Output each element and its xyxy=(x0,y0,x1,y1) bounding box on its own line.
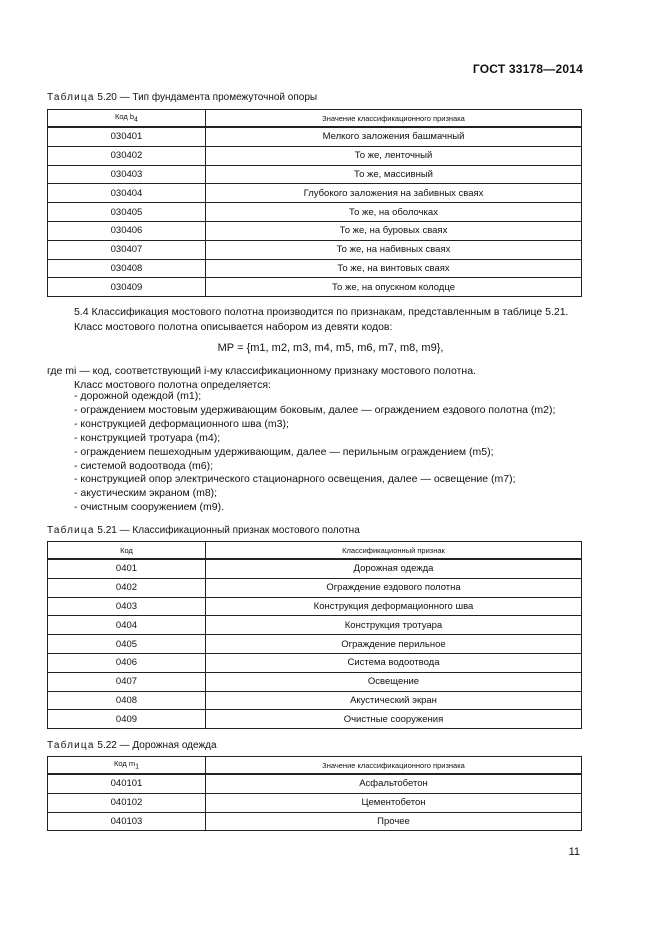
column-header-value: Значение классификационного признака xyxy=(206,757,582,775)
value-cell: То же, на буровых сваях xyxy=(206,221,582,240)
table-522 xyxy=(47,756,582,831)
table-521 xyxy=(47,541,582,729)
code-cell: 030405 xyxy=(48,203,206,222)
table-row xyxy=(48,240,582,259)
value-cell: То же, на опускном колодце xyxy=(206,278,582,297)
table-row xyxy=(48,127,582,146)
code-cell: 0403 xyxy=(48,597,206,616)
value-cell: Мелкого заложения башмачный xyxy=(206,127,582,146)
caption-label: Таблица xyxy=(47,740,95,751)
table-522-caption xyxy=(47,740,217,751)
code-cell: 040103 xyxy=(48,812,206,831)
table-row xyxy=(48,278,582,297)
code-cell: 040101 xyxy=(48,774,206,793)
list-item: - конструкцией деформационного шва (m3); xyxy=(74,418,555,432)
code-cell: 030402 xyxy=(48,146,206,165)
value-cell: Освещение xyxy=(206,672,582,691)
caption-label: Таблица xyxy=(47,525,95,536)
section-5-4-line-1: 5.4 Классификация мостового полотна производится по признакам, представленным в таблице 5.21. xyxy=(74,306,569,318)
value-cell: Система водоотвода xyxy=(206,653,582,672)
page-number: 11 xyxy=(568,846,580,858)
value-cell: То же, на винтовых сваях xyxy=(206,259,582,278)
code-cell: 0406 xyxy=(48,653,206,672)
column-header-code: Код $m_1$ xyxy=(48,757,206,775)
caption-text: 5.22 — Дорожная одежда xyxy=(97,740,217,751)
code-cell: 0408 xyxy=(48,691,206,710)
table-row xyxy=(48,616,582,635)
table-row xyxy=(48,259,582,278)
value-cell: Конструкция тротуара xyxy=(206,616,582,635)
value-cell: То же, на набивных сваях xyxy=(206,240,582,259)
code-cell: 0407 xyxy=(48,672,206,691)
class-intro: Класс мостового полотна определяется: xyxy=(74,379,271,391)
table-row xyxy=(48,774,582,793)
list-item: - конструкцией тротуара (m4); xyxy=(74,432,555,446)
table-520-caption xyxy=(47,92,317,103)
value-cell: Акустический экран xyxy=(206,691,582,710)
table-row xyxy=(48,165,582,184)
table-row xyxy=(48,221,582,240)
value-cell: Цементобетон xyxy=(206,793,582,812)
list-item: - системой водоотвода (m6); xyxy=(74,460,555,474)
where-line: где mi — код, соответствующий i-му классификационному признаку мостового полотна. xyxy=(47,365,476,377)
table-row xyxy=(48,578,582,597)
table-row xyxy=(48,691,582,710)
code-cell: 030408 xyxy=(48,259,206,278)
code-cell: 030403 xyxy=(48,165,206,184)
table-row xyxy=(48,653,582,672)
table-row xyxy=(48,672,582,691)
table-row xyxy=(48,597,582,616)
value-cell: То же, на оболочках xyxy=(206,203,582,222)
table-row xyxy=(48,793,582,812)
value-cell: Ограждение ездового полотна xyxy=(206,578,582,597)
value-cell: Конструкция деформационного шва xyxy=(206,597,582,616)
code-cell: 030409 xyxy=(48,278,206,297)
code-cell: 040102 xyxy=(48,793,206,812)
code-cell: 030406 xyxy=(48,221,206,240)
caption-text: 5.20 — Тип фундамента промежуточной опоры xyxy=(97,92,318,103)
table-row xyxy=(48,559,582,578)
value-cell: Дорожная одежда xyxy=(206,559,582,578)
value-cell: Глубокого заложения на забивных сваях xyxy=(206,184,582,203)
code-cell: 0405 xyxy=(48,635,206,654)
value-cell: То же, ленточный xyxy=(206,146,582,165)
table-header-row xyxy=(48,110,582,128)
code-cell: 0401 xyxy=(48,559,206,578)
table-521-caption xyxy=(47,525,360,536)
value-cell: Асфальтобетон xyxy=(206,774,582,793)
caption-label: Таблица xyxy=(47,92,95,103)
code-cell: 0402 xyxy=(48,578,206,597)
code-cell: 030407 xyxy=(48,240,206,259)
table-row xyxy=(48,203,582,222)
caption-text: 5.21 — Классификационный признак мостового полотна xyxy=(97,525,360,536)
table-row xyxy=(48,812,582,831)
table-row xyxy=(48,710,582,729)
code-cell: 030404 xyxy=(48,184,206,203)
column-header-code: Код $b_4$ xyxy=(48,110,206,128)
list-item: - ограждением пешеходным удерживающим, далее — перильным ограждением (m5); xyxy=(74,446,555,460)
table-header-row xyxy=(48,757,582,775)
document-header: ГОСТ 33178—2014 xyxy=(472,62,583,76)
table-row xyxy=(48,146,582,165)
list-item: - очистным сооружением (m9). xyxy=(74,501,555,515)
value-cell: То же, массивный xyxy=(206,165,582,184)
list-item: - ограждением мостовым удерживающим боковым, далее — ограждением ездового полотна (m2); xyxy=(74,404,555,418)
table-row xyxy=(48,635,582,654)
section-5-4-line-2: Класс мостового полотна описывается набором из девяти кодов: xyxy=(74,321,393,333)
list-item: - конструкцией опор электрического стационарного освещения, далее — освещение (m7); xyxy=(74,473,555,487)
value-cell: Прочее xyxy=(206,812,582,831)
column-header-feature: Классификационный признак xyxy=(206,542,582,560)
table-header-row xyxy=(48,542,582,560)
formula: МР = {m1, m2, m3, m4, m5, m6, m7, m8, m9}, xyxy=(217,342,444,354)
list-item: - дорожной одеждой (m1); xyxy=(74,390,555,404)
column-header-code: Код xyxy=(48,542,206,560)
code-cell: 0404 xyxy=(48,616,206,635)
list-item: - акустическим экраном (m8); xyxy=(74,487,555,501)
column-header-value: Значение классификационного признака xyxy=(206,110,582,128)
table-520 xyxy=(47,109,582,297)
code-cell: 030401 xyxy=(48,127,206,146)
value-cell: Ограждение перильное xyxy=(206,635,582,654)
table-row xyxy=(48,184,582,203)
code-cell: 0409 xyxy=(48,710,206,729)
value-cell: Очистные сооружения xyxy=(206,710,582,729)
classification-list xyxy=(74,390,555,515)
